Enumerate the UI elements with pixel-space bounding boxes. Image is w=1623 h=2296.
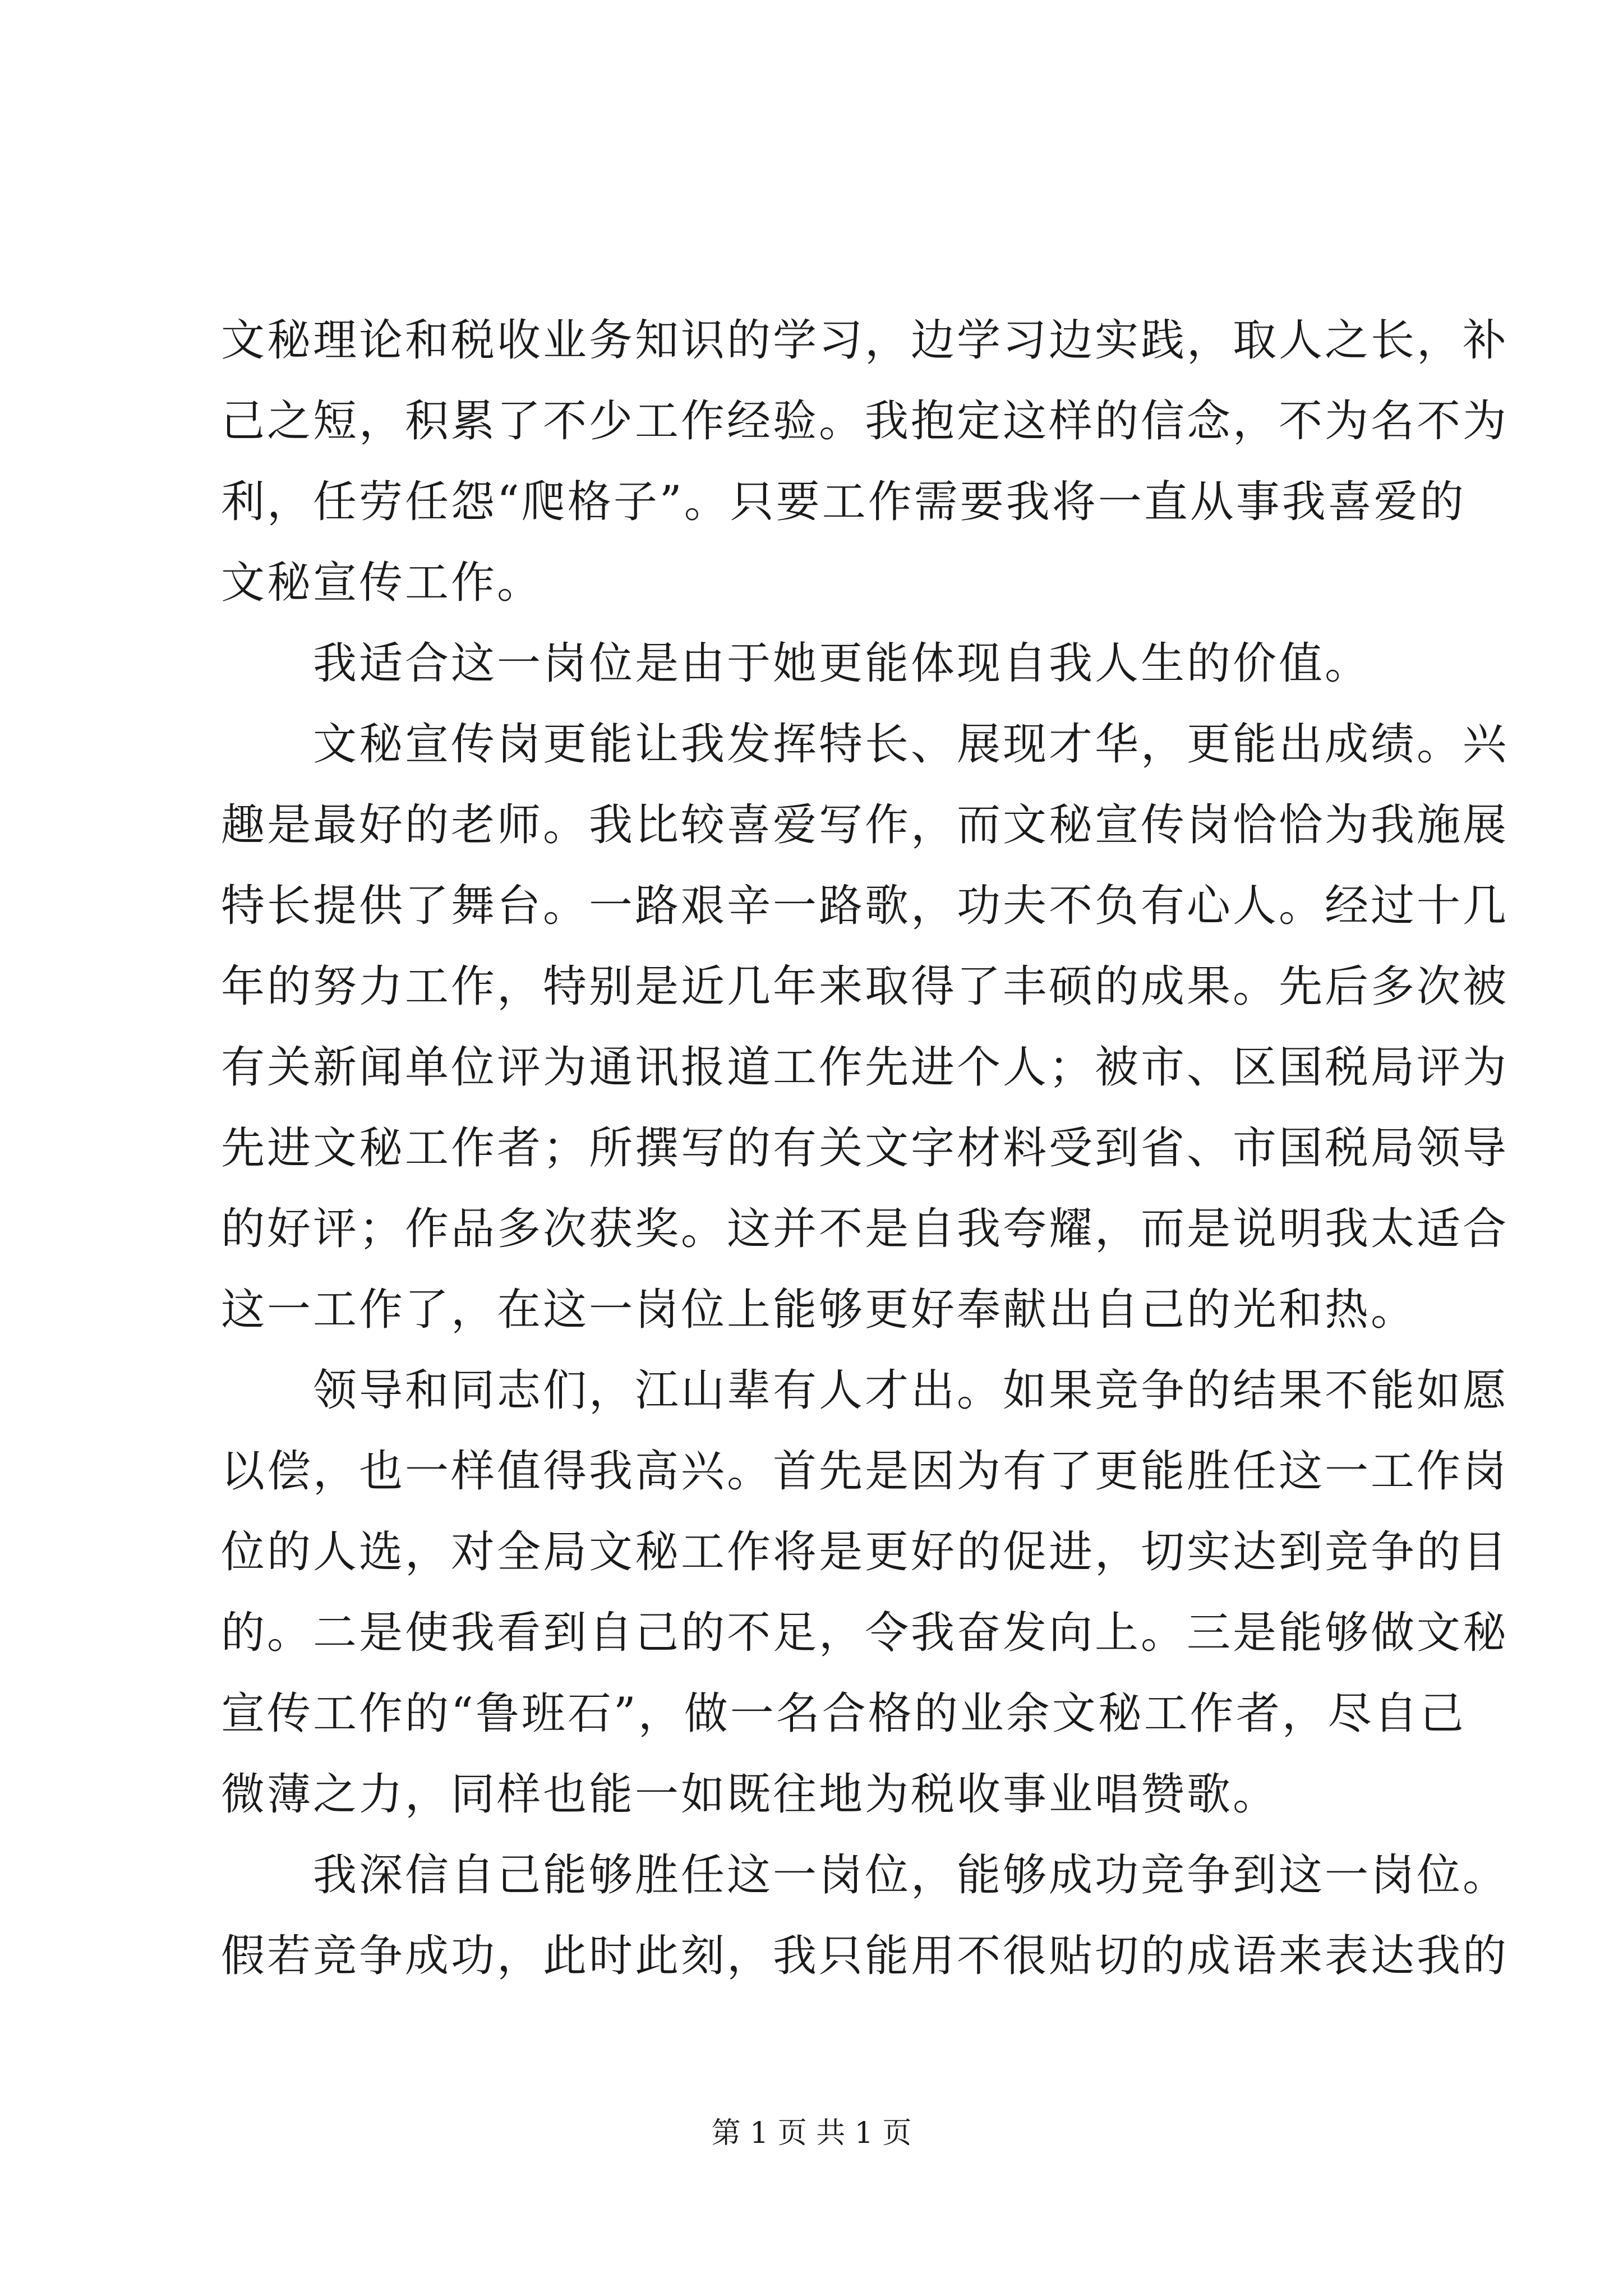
text-line: 有关新闻单位评为通讯报道工作先进个人；被市、区国税局评为 [221, 1042, 1509, 1093]
text-line: 领导和同志们，江山辈有人才出。如果竞争的结果不能如愿 [221, 1365, 1509, 1416]
text-line: 趣是最好的老师。我比较喜爱写作，而文秘宣传岗恰恰为我施展 [221, 800, 1509, 850]
text-line: 宣传工作的“鲁班石”，做一名合格的业余文秘工作者，尽自己 [221, 1688, 1466, 1739]
text-line: 年的努力工作，特别是近几年来取得了丰硕的成果。先后多次被 [221, 961, 1509, 1012]
text-line: 我适合这一岗位是由于她更能体现自我人生的价值。 [221, 638, 1371, 689]
text-line: 这一工作了，在这一岗位上能够更好奉献出自己的光和热。 [221, 1285, 1417, 1335]
text-line: 位的人选，对全局文秘工作将是更好的促进，切实达到竞争的目 [221, 1527, 1509, 1577]
paragraph [221, 704, 1509, 1350]
paragraph [221, 1835, 1509, 1996]
text-line: 文秘宣传工作。 [221, 558, 543, 608]
paragraph [221, 300, 1509, 623]
text-line: 的好评；作品多次获奖。这并不是自我夸耀，而是说明我太适合 [221, 1204, 1509, 1254]
paragraph [221, 623, 1410, 704]
text-line: 假若竞争成功，此时此刻，我只能用不很贴切的成语来表达我的 [221, 1931, 1509, 1981]
text-line: 文秘宣传岗更能让我发挥特长、展现才华，更能出成绩。兴 [221, 719, 1509, 770]
text-line: 特长提供了舞台。一路艰辛一路歌，功夫不负有心人。经过十几 [221, 881, 1509, 931]
text-line: 利，任劳任怨“爬格子”。只要工作需要我将一直从事我喜爱的 [221, 477, 1466, 527]
text-line: 文秘理论和税收业务知识的学习，边学习边实践，取人之长，补 [221, 315, 1509, 366]
page-footer [0, 2114, 1623, 2153]
text-line: 以偿，也一样值得我高兴。首先是因为有了更能胜任这一工作岗 [221, 1446, 1509, 1497]
text-line: 己之短，积累了不少工作经验。我抱定这样的信念，不为名不为 [221, 396, 1509, 447]
text-line: 我深信自己能够胜任这一岗位，能够成功竞争到这一岗位。 [221, 1850, 1509, 1901]
page-number: 第 1 页 共 1 页 [711, 2116, 912, 2150]
text-line: 先进文秘工作者；所撰写的有关文字材料受到省、市国税局领导 [221, 1123, 1509, 1174]
document-body [221, 300, 1509, 1996]
paragraph [221, 1350, 1509, 1835]
text-line: 的。二是使我看到自己的不足，令我奋发向上。三是能够做文秘 [221, 1608, 1509, 1658]
text-line: 微薄之力，同样也能一如既往地为税收事业唱赞歌。 [221, 1769, 1279, 1820]
